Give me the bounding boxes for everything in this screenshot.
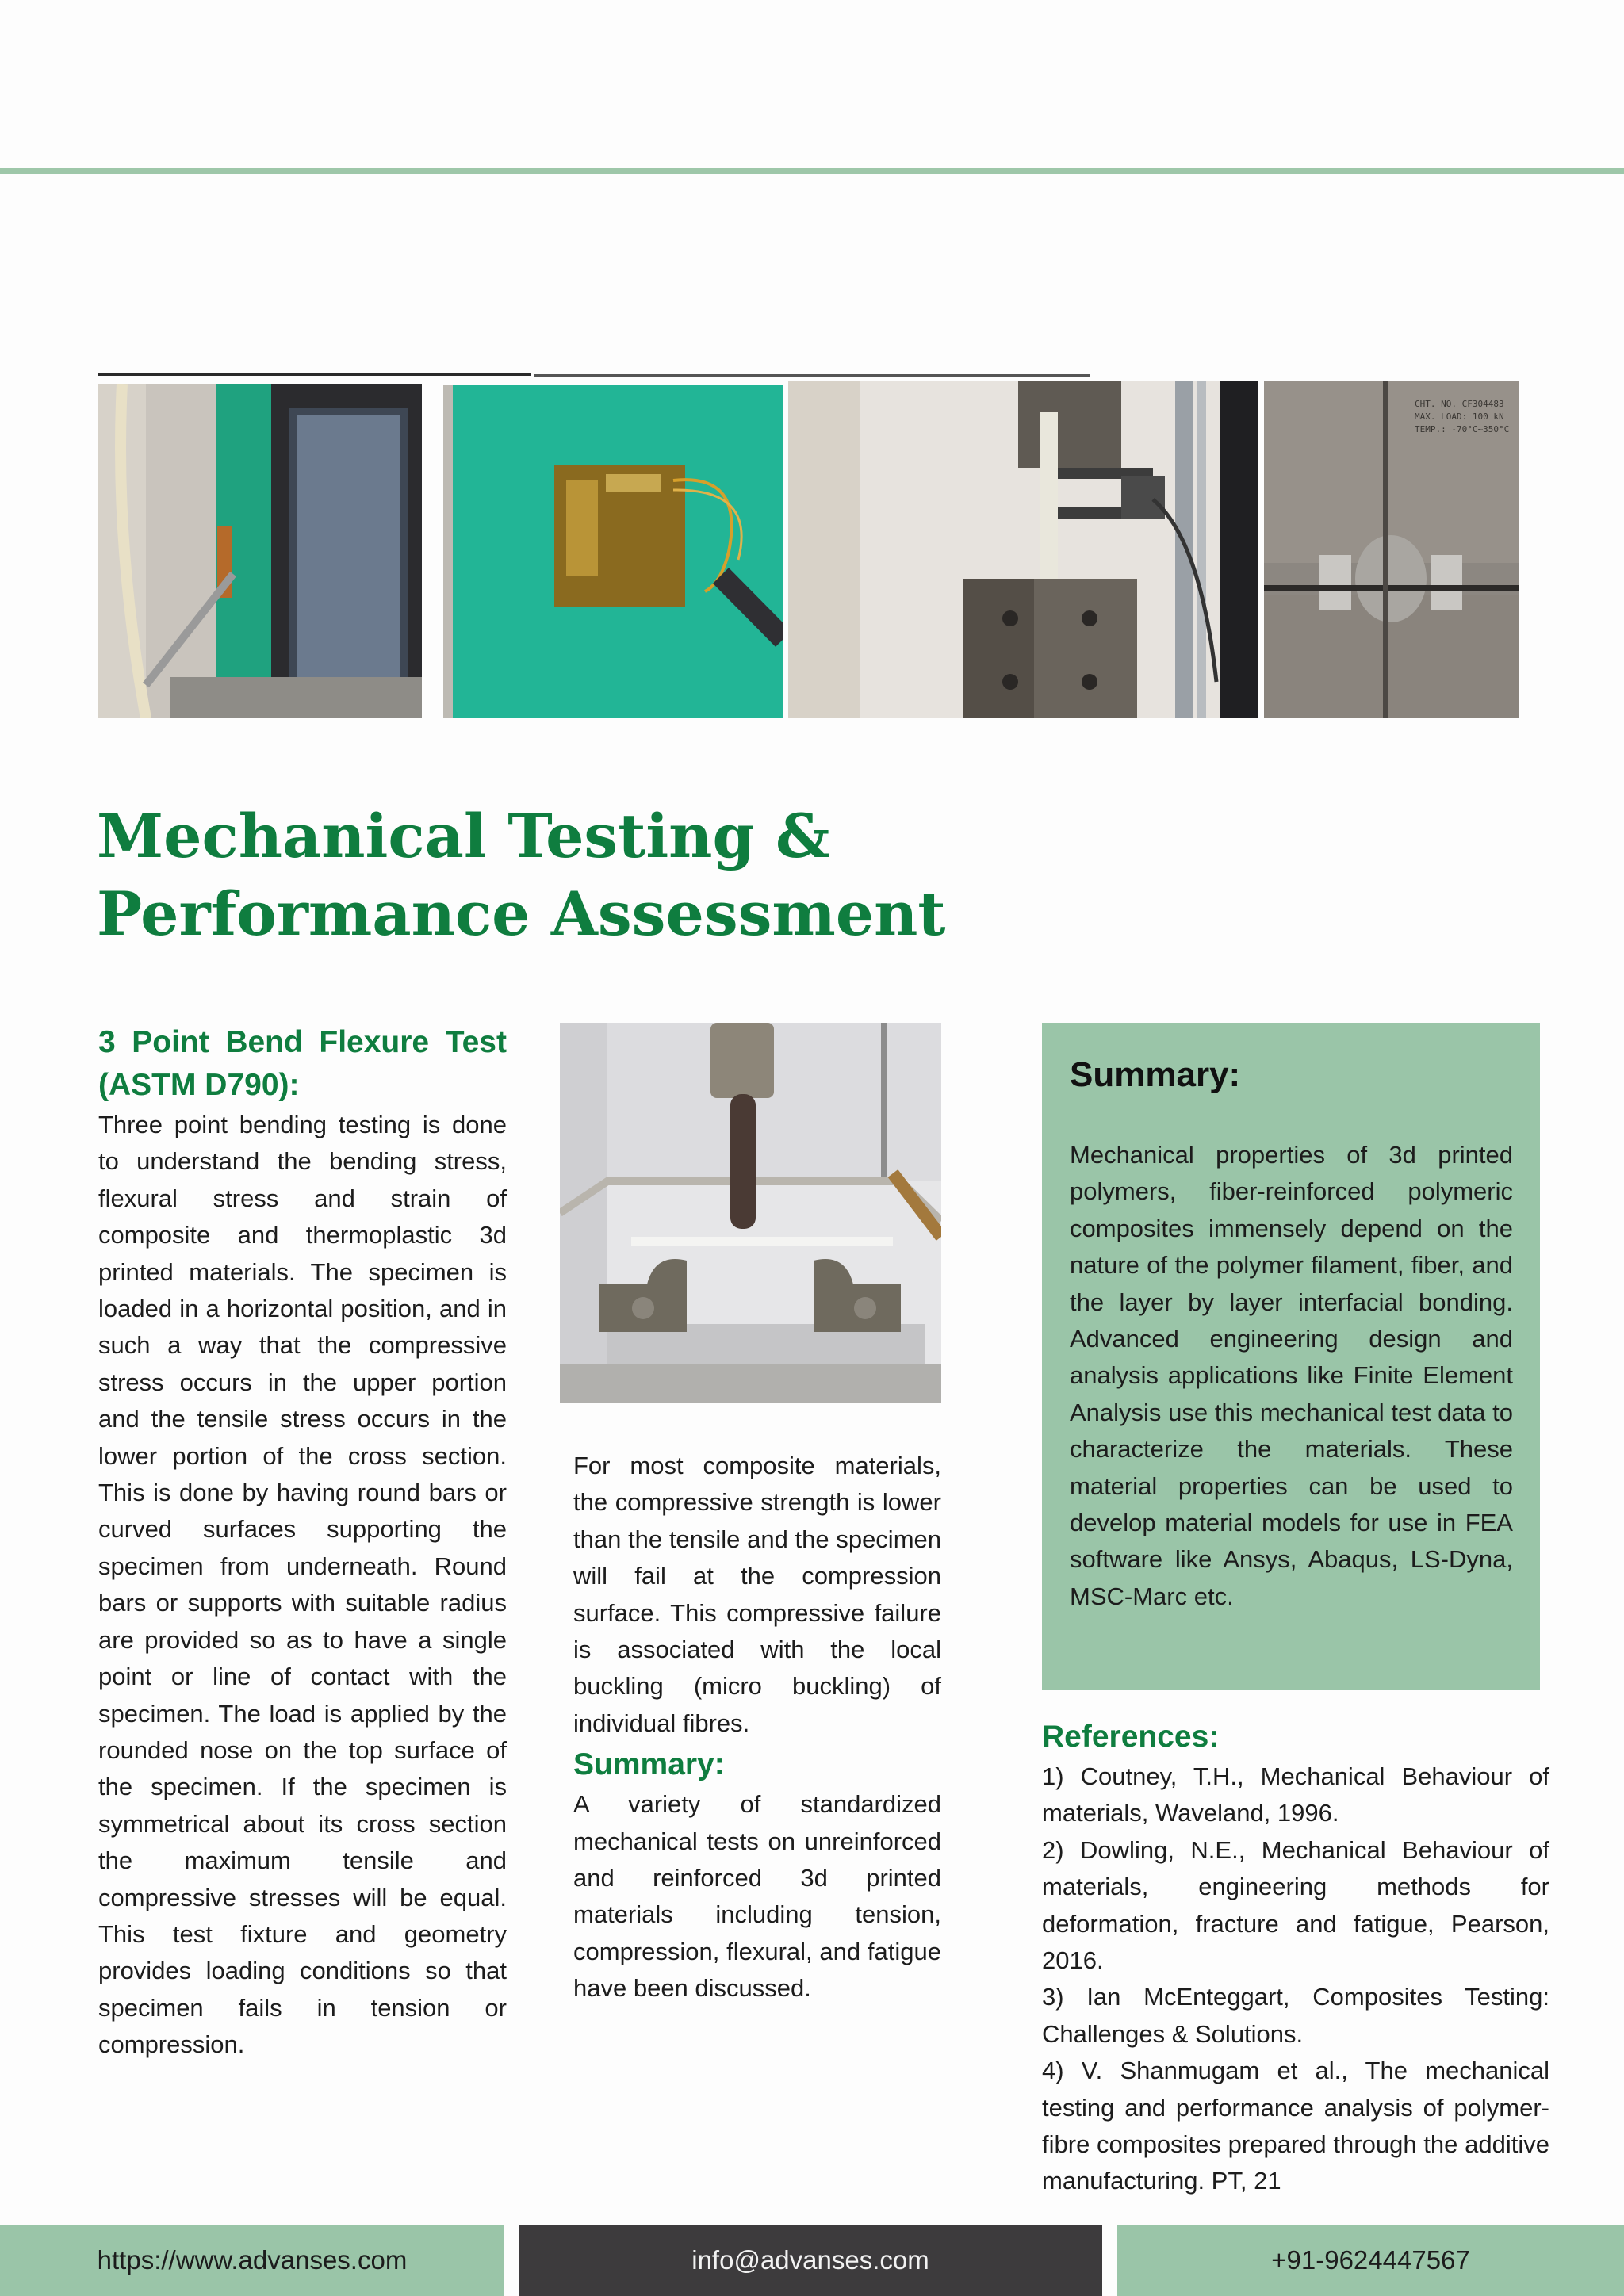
header-rule — [0, 168, 1624, 174]
photo-strain-gauge — [443, 385, 783, 718]
summary-panel-heading: Summary: — [1070, 1055, 1241, 1094]
references-heading: References: — [1042, 1720, 1220, 1754]
footer-phone[interactable] — [1117, 2225, 1624, 2296]
references-section — [1042, 1716, 1549, 2200]
title-line-2: Performance Assessment — [97, 878, 946, 949]
middle-summary-heading: Summary: — [573, 1747, 725, 1782]
footer-email[interactable] — [519, 2225, 1102, 2296]
machine-label: CHT. NO. CF304483 — [1415, 399, 1504, 409]
flexure-section — [98, 1021, 507, 2064]
machine-label: MAX. LOAD: 100 kN — [1415, 411, 1504, 422]
flexure-body: Three point bending testing is done to understand the bending stress, flexural stress and strain of composite and thermoplastic 3d printed materials. The specimen is loaded in a horizontal position, and in such a way that the compressive stress occurs in the upper portion and the tensile stress occurs in the lower portion of the cross section. This is done by having round bars or curved surfaces supporting the specimen from underneath. Round bars or supports with suitable radius are provided so as to have a single point or line of contact with the specimen. The load is applied by the rounded nose on the top surface of the specimen. If the specimen is symmetrical about its cross section the maximum tensile and compressive stresses will be equal. This test fixture and geometry provides loading conditions so that specimen fails in tension or compression. — [98, 1111, 507, 2059]
flexure-heading: 3 Point Bend Flexure Test (ASTM D790): — [98, 1025, 507, 1102]
composite-section — [573, 1448, 941, 2007]
photo-tensile-grips — [788, 381, 1258, 718]
email-link[interactable]: info@advanses.com — [691, 2245, 929, 2275]
reference-item: 1) Coutney, T.H., Mechanical Behaviour of materials, Waveland, 1996. — [1042, 1762, 1549, 1827]
title-line-1: Mechanical Testing & — [97, 801, 830, 871]
reference-item: 4) V. Shanmugam et al., The mechanical testing and performance analysis of polymer-fibre composites prepared through the additive manufacturing. PT, 21 — [1042, 2057, 1549, 2195]
summary-panel-body: Mechanical properties of 3d printed polymers, fiber-reinforced polymeric composites immensely depend on the nature of the polymer filament, fiber, and the layer by layer interfacial bonding. Advanced engineering design and analysis applications like Finite Element Analysis use this mechanical test data to characterize the materials. These material properties can be used to develop material models for use in FEA software like Ansys, Abaqus, LS-Dyna, MSC-Marc etc. — [1070, 1141, 1513, 1610]
photo-compression-fixture — [1264, 381, 1519, 718]
middle-summary-body: A variety of standardized mechanical tests on unreinforced and reinforced 3d printed materials including tension, compression, flexural, and fatigue have been discussed. — [573, 1790, 941, 2003]
photo-strip-rule — [98, 373, 531, 376]
website-link[interactable]: https://www.advanses.com — [97, 2245, 408, 2275]
machine-label: TEMP.: -70°C~350°C — [1415, 424, 1510, 434]
summary-panel — [1042, 1023, 1540, 1690]
phone-number[interactable]: +91-9624447567 — [1271, 2245, 1470, 2275]
photo-three-point-bend — [560, 1023, 941, 1403]
reference-item: 3) Ian McEnteggart, Composites Testing: Challenges & Solutions. — [1042, 1983, 1549, 2048]
page-title — [97, 798, 969, 953]
reference-item: 2) Dowling, N.E., Mechanical Behaviour of materials, engineering methods for deformation, fracture and fatigue, Pearson, 2016. — [1042, 1835, 1549, 1975]
composite-body: For most composite materials, the compressive strength is lower than the tensile and the specimen will fail at the compression surface. This compressive failure is associated with the local buckling (micro buckling) of individual fibres. — [573, 1452, 941, 1737]
photo-specimen-probe — [98, 384, 422, 718]
photo-strip-rule — [534, 374, 1090, 377]
footer-website[interactable] — [0, 2225, 504, 2296]
